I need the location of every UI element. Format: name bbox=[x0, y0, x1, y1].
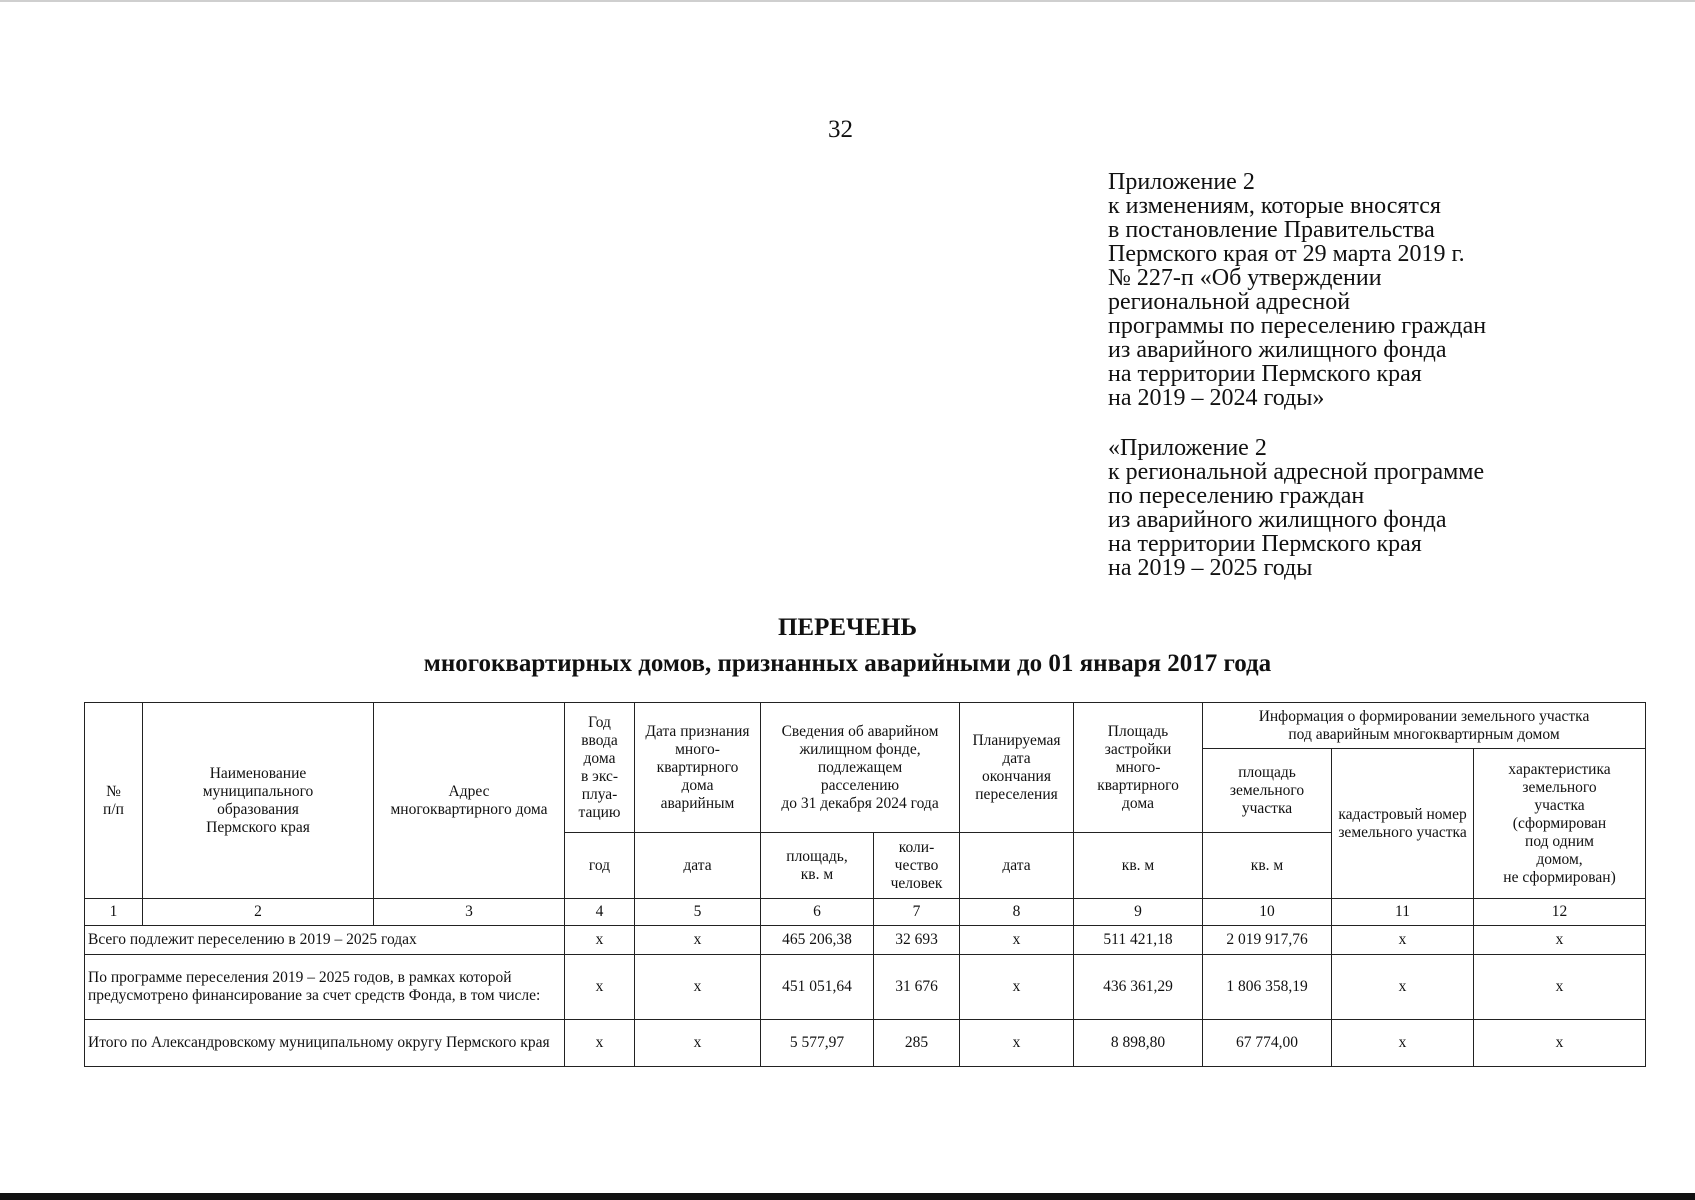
cell-cadastral: х bbox=[1332, 955, 1474, 1020]
scan-top-edge bbox=[0, 0, 1695, 2]
unit-date: дата bbox=[635, 833, 761, 899]
cell-planned-date: х bbox=[960, 926, 1074, 955]
scan-bottom-edge bbox=[0, 1193, 1695, 1200]
appendix-line: Пермского края от 29 марта 2019 г. bbox=[1108, 241, 1465, 267]
appendix-line: на 2019 – 2025 годы bbox=[1108, 555, 1313, 581]
column-number: 4 bbox=[565, 899, 635, 926]
cell-area: 465 206,38 bbox=[761, 926, 874, 955]
row-label: Итого по Александровскому муниципальному округу Пермского края bbox=[85, 1020, 565, 1067]
header-municipality: Наименование муниципального образования Пермского края bbox=[143, 703, 374, 899]
cell-cadastral: х bbox=[1332, 926, 1474, 955]
unit-date: дата bbox=[960, 833, 1074, 899]
appendix-line: в постановление Правительства bbox=[1108, 217, 1435, 243]
header-build-area: Площадь застройки много- квартирного дома bbox=[1074, 703, 1203, 833]
column-number: 7 bbox=[874, 899, 960, 926]
column-number: 9 bbox=[1074, 899, 1203, 926]
cell-recognition-date: х bbox=[635, 955, 761, 1020]
cell-build-area: 511 421,18 bbox=[1074, 926, 1203, 955]
cell-people: 285 bbox=[874, 1020, 960, 1067]
unit-people: коли- чество человек bbox=[874, 833, 960, 899]
header-planned-date: Планируемая дата окончания переселения bbox=[960, 703, 1074, 833]
cell-land-area: 67 774,00 bbox=[1203, 1020, 1332, 1067]
column-number: 10 bbox=[1203, 899, 1332, 926]
cell-land-char: х bbox=[1474, 955, 1646, 1020]
cell-land-area: 2 019 917,76 bbox=[1203, 926, 1332, 955]
column-number: 12 bbox=[1474, 899, 1646, 926]
column-number: 8 bbox=[960, 899, 1074, 926]
header-land-char: характеристика земельного участка (сформирован под одним домом, не сформирован) bbox=[1474, 749, 1646, 899]
cell-year: х bbox=[565, 926, 635, 955]
appendix-header-amendment bbox=[1108, 170, 1486, 410]
cell-build-area: 8 898,80 bbox=[1074, 1020, 1203, 1067]
appendix-header-program bbox=[1108, 436, 1484, 580]
header-land-area: площадь земельного участка bbox=[1203, 749, 1332, 833]
cell-build-area: 436 361,29 bbox=[1074, 955, 1203, 1020]
page-number: 32 bbox=[828, 116, 853, 143]
cell-people: 32 693 bbox=[874, 926, 960, 955]
header-num: № п/п bbox=[85, 703, 143, 899]
cell-year: х bbox=[565, 955, 635, 1020]
cell-planned-date: х bbox=[960, 955, 1074, 1020]
column-number-row bbox=[85, 899, 1646, 926]
column-number: 1 bbox=[85, 899, 143, 926]
table-row bbox=[85, 1020, 1646, 1067]
cell-area: 5 577,97 bbox=[761, 1020, 874, 1067]
cell-cadastral: х bbox=[1332, 1020, 1474, 1067]
cell-land-char: х bbox=[1474, 926, 1646, 955]
appendix-line: из аварийного жилищного фонда bbox=[1108, 337, 1447, 363]
appendix-line: «Приложение 2 bbox=[1108, 435, 1267, 461]
cell-land-char: х bbox=[1474, 1020, 1646, 1067]
appendix-line: на территории Пермского края bbox=[1108, 531, 1422, 557]
column-number: 2 bbox=[143, 899, 374, 926]
header-land-info: Информация о формировании земельного участка под аварийным многоквартирным домом bbox=[1203, 703, 1646, 749]
appendix-line: по переселению граждан bbox=[1108, 483, 1365, 509]
row-label: По программе переселения 2019 – 2025 годов, в рамках которой предусмотрено финансирование за счет средств Фонда, в том числе: bbox=[85, 955, 565, 1020]
table-row bbox=[85, 926, 1646, 955]
header-address: Адрес многоквартирного дома bbox=[374, 703, 565, 899]
unit-sqm: кв. м bbox=[1074, 833, 1203, 899]
appendix-line: к региональной адресной программе bbox=[1108, 459, 1485, 485]
header-cadastral: кадастровый номер земельного участка bbox=[1332, 749, 1474, 899]
appendix-line: Приложение 2 bbox=[1108, 169, 1255, 195]
column-number: 11 bbox=[1332, 899, 1474, 926]
cell-land-area: 1 806 358,19 bbox=[1203, 955, 1332, 1020]
cell-people: 31 676 bbox=[874, 955, 960, 1020]
appendix-line: региональной адресной bbox=[1108, 289, 1351, 315]
cell-area: 451 051,64 bbox=[761, 955, 874, 1020]
appendix-line: на 2019 – 2024 годы» bbox=[1108, 385, 1325, 411]
column-number: 6 bbox=[761, 899, 874, 926]
header-recognition-date: Дата признания много- квартирного дома аварийным bbox=[635, 703, 761, 833]
appendix-line: на территории Пермского края bbox=[1108, 361, 1422, 387]
cell-planned-date: х bbox=[960, 1020, 1074, 1067]
unit-year: год bbox=[565, 833, 635, 899]
row-label: Всего подлежит переселению в 2019 – 2025 годах bbox=[85, 926, 565, 955]
column-number: 5 bbox=[635, 899, 761, 926]
cell-year: х bbox=[565, 1020, 635, 1067]
cell-recognition-date: х bbox=[635, 926, 761, 955]
appendix-line: № 227-п «Об утверждении bbox=[1108, 265, 1382, 291]
document-title: ПЕРЕЧЕНЬ bbox=[777, 614, 918, 641]
header-year-built: Год ввода дома в экс- плуа- тацию bbox=[565, 703, 635, 833]
unit-area: площадь, кв. м bbox=[761, 833, 874, 899]
document-subtitle: многоквартирных домов, признанных аварийными до 01 января 2017 года bbox=[423, 650, 1272, 677]
cell-recognition-date: х bbox=[635, 1020, 761, 1067]
appendix-line: программы по переселению граждан bbox=[1108, 313, 1487, 339]
buildings-table bbox=[84, 702, 1646, 1067]
table-row bbox=[85, 955, 1646, 1020]
unit-sqm: кв. м bbox=[1203, 833, 1332, 899]
header-housing-info: Сведения об аварийном жилищном фонде, подлежащем расселению до 31 декабря 2024 года bbox=[761, 703, 960, 833]
appendix-line: из аварийного жилищного фонда bbox=[1108, 507, 1447, 533]
column-number: 3 bbox=[374, 899, 565, 926]
appendix-line: к изменениям, которые вносятся bbox=[1108, 193, 1441, 219]
